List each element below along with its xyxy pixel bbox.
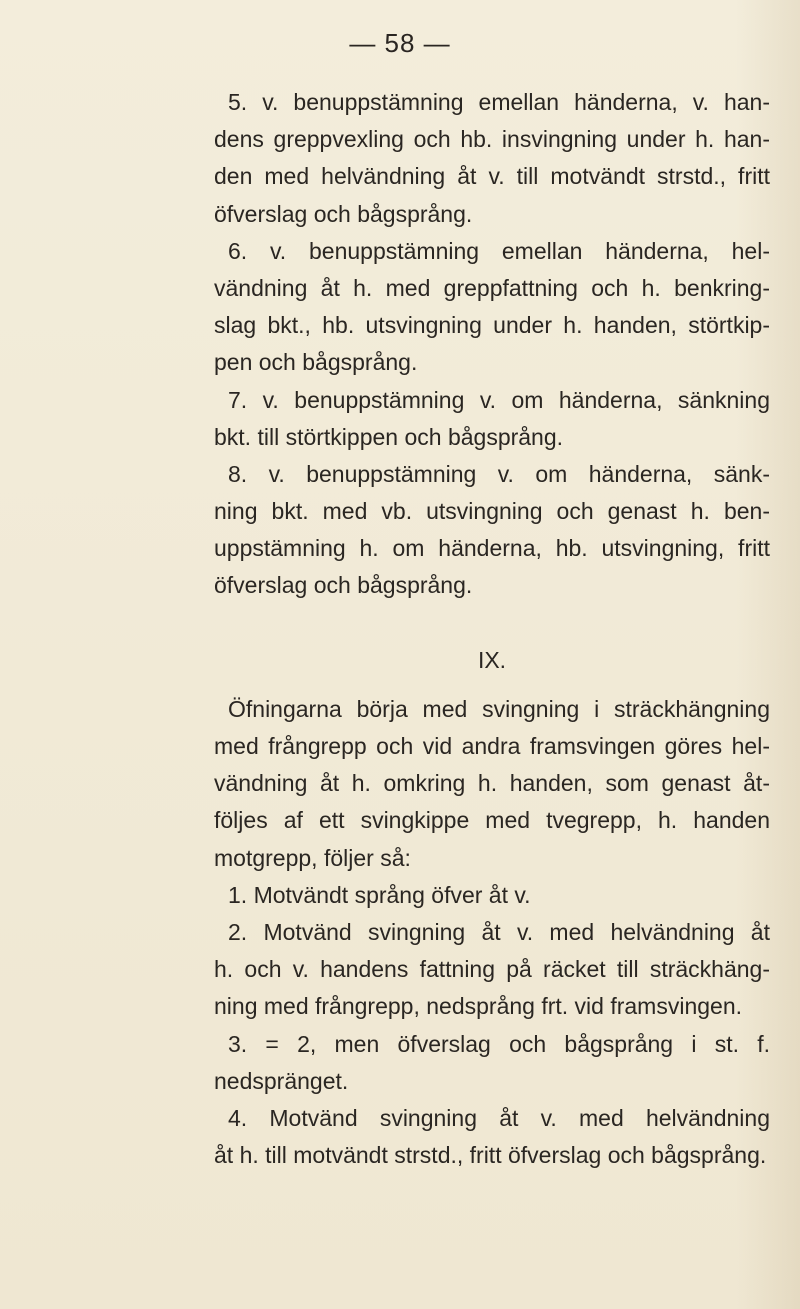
intro-line-2: med frångrepp och vid andra framsvingen göres hel- [214,733,770,760]
item-1 [214,877,770,914]
item-6-line-4: pen och bågsprång. [214,349,418,376]
item-5-line-4: öfverslag och bågsprång. [214,200,473,227]
item-2-line-1: 2. Motvänd svingning åt v. med helvändning åt [228,918,770,945]
item-4-line-2: åt h. till motvändt strstd., fritt öfverslag och bågsprång. [214,1142,767,1169]
section-1 [214,84,770,605]
item-5-line-1: 5. v. benuppstämning emellan händerna, v. han- [228,89,770,115]
item-4 [214,1100,770,1174]
item-3-line-1: 3. = 2, men öfverslag och bågsprång i st. f. [228,1030,770,1057]
section-heading: IX. [477,646,507,673]
intro-line-4: följes af ett svingkippe med tvegrepp, h. handen [214,807,770,834]
intro-line-3: vändning åt h. omkring h. handen, som genast åt- [214,770,770,797]
item-2 [214,914,770,1026]
intro-line-1: Öfningarna börja med svingning i sträckhängning [228,695,770,722]
item-2-line-3: ning med frångrepp, nedsprång frt. vid framsvingen. [214,993,743,1020]
section-2 [214,691,770,1174]
item-8 [214,456,770,605]
item-8-line-4: öfverslag och bågsprång. [214,572,473,599]
item-7-line-1: 7. v. benuppstämning v. om händerna, sänkning [228,386,770,413]
item-3 [214,1026,770,1100]
item-4-line-1: 4. Motvänd svingning åt v. med helvändning [228,1104,770,1131]
item-7 [214,382,770,456]
item-5-line-2: dens greppvexling och hb. insvingning under h. han- [214,126,770,153]
text-column [214,84,770,1174]
item-6-line-3: slag bkt., hb. utsvingning under h. handen, störtkip- [214,312,770,339]
item-6-line-2: vändning åt h. med greppfattning och h. benkring- [214,274,770,301]
intro-line-5: motgrepp, följer så: [214,844,411,871]
item-8-line-2: ning bkt. med vb. utsvingning och genast h. ben- [214,498,770,525]
item-1-line-1: 1. Motvändt språng öfver åt v. [228,881,531,908]
page-number: — 58 — [349,28,451,58]
item-3-line-2: nedspränget. [214,1067,349,1094]
item-5-line-3: den med helvändning åt v. till motvändt strstd., fritt [214,163,770,190]
item-7-line-2: bkt. till störtkippen och bågsprång. [214,423,564,450]
item-6-line-1: 6. v. benuppstämning emellan händerna, hel- [228,237,770,264]
item-6 [214,233,770,382]
item-8-line-3: uppstämning h. om händerna, hb. utsvingning, fritt [214,535,770,562]
item-2-line-2: h. och v. handens fattning på räcket till sträckhäng- [214,956,770,983]
item-8-line-1: 8. v. benuppstämning v. om händerna, sänk- [228,460,770,487]
item-5 [214,84,770,233]
